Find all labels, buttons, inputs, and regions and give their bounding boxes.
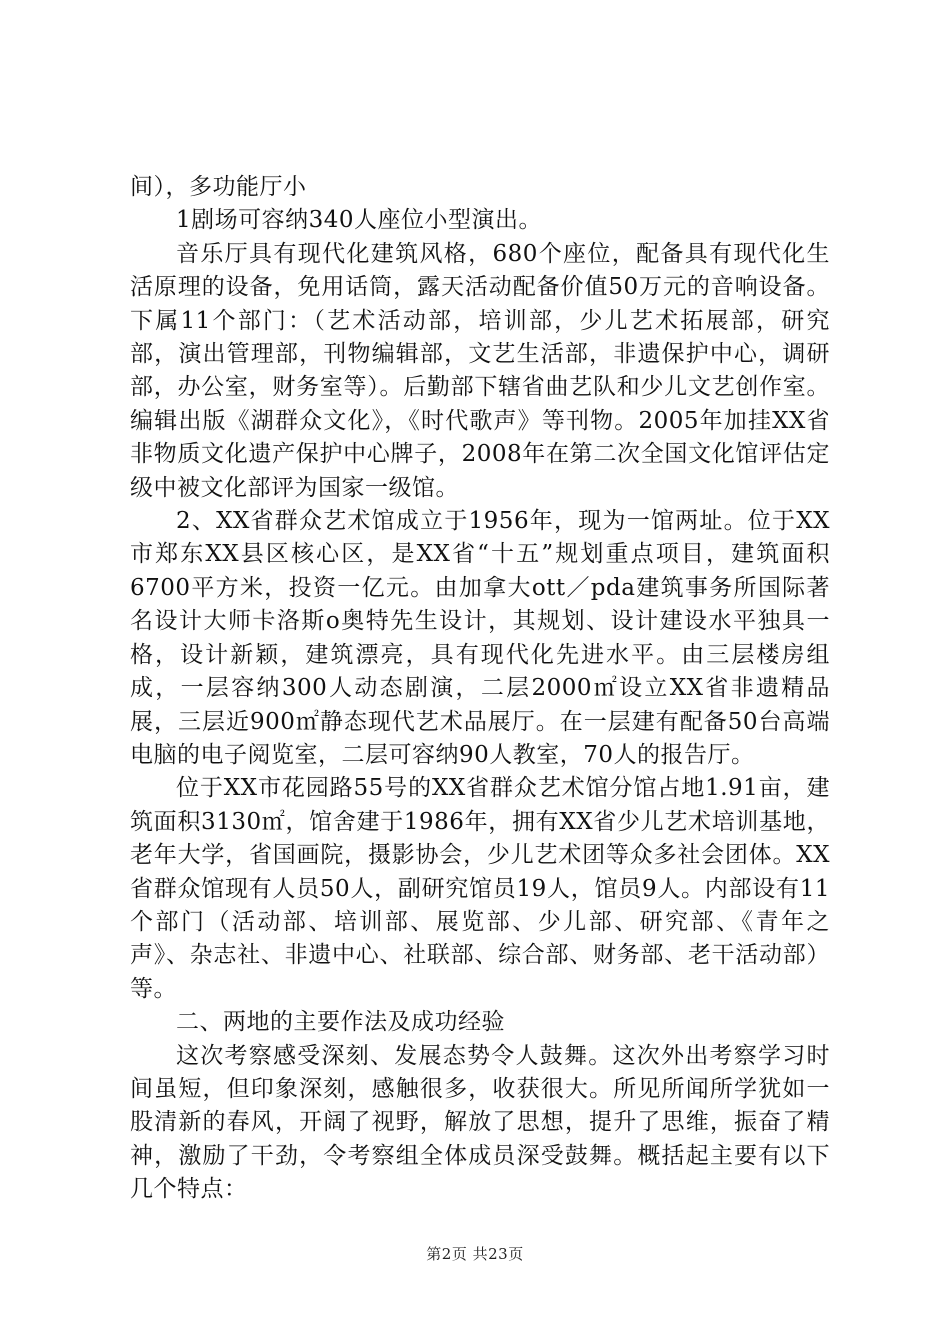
paragraph-inspection-summary: 这次考察感受深刻、发展态势令人鼓舞。这次外出考察学习时间虽短，但印象深刻，感触很多，收获很大。所见所闻所学犹如一股清新的春风，开阔了视野，解放了思想，提升了思维，振奋了精神，激励了干劲，令考察组全体成员深受鼓舞。概括起主要有以下几个特点： <box>130 1042 830 1203</box>
paragraph-continuation: 间），多功能厅小 <box>130 174 307 200</box>
section-heading: 二、两地的主要作法及成功经验 <box>176 1009 505 1036</box>
paragraph-concert-hall: 音乐厅具有现代化建筑风格，680个座位，配备具有现代化生活原理的设备，免用话筒，露天活动配备价值50万元的音响设备。下属11个部门：（艺术活动部，培训部，少儿艺术拓展部，研究部，演出管理部，刊物编辑部，文艺生活部，非遗保护中心，调研部，办公室，财务室等）。后勤部下辖省曲艺队和少儿文艺创作室。编辑出版《湖群众文化》，《时代歌声》等刊物。2005年加挂XX省非物质文化遗产保护中心牌子，2008年在第二次全国文化馆评估定级中被文化部评为国家一级馆。 <box>130 240 830 501</box>
document-body <box>130 171 830 1207</box>
paragraph-theater-capacity: 1剧场可容纳340人座位小型演出。 <box>176 207 543 234</box>
page-number-footer: 第2页 共23页 <box>426 1245 524 1263</box>
paragraph-branch-museum: 位于XX市花园路55号的XX省群众艺术馆分馆占地1.91亩，建筑面积3130㎡，馆舍建于1986年，拥有XX省少儿艺术培训基地，老年大学，省国画院，摄影协会，少儿艺术团等众多社会团体。XX省群众馆现有人员50人，副研究馆员19人，馆员9人。内部设有11个部门（活动部、培训部、展览部、少儿部、研究部、《青年之声》、杂志社、非遗中心、社联部、综合部、财务部、老干活动部）等。 <box>130 775 830 1002</box>
paragraph-provincial-art-center: 2、XX省群众艺术馆成立于1956年，现为一馆两址。位于XX市郑东XX县区核心区，是XX省“十五”规划重点项目，建筑面积6700平方米，投资一亿元。由加拿大ott／pda建筑事务所国际著名设计大师卡洛斯o奥特先生设计，其规划、设计建设水平独具一格，设计新颖，建筑漂亮，具有现代化先进水平。由三层楼房组成，一层容纳300人动态剧演，二层2000㎡设立XX省非遗精品展，三层近900㎡静态现代艺术品展厅。在一层建有配备50台高端电脑的电子阅览室，二层可容纳90人教室，70人的报告厅。 <box>130 508 830 768</box>
